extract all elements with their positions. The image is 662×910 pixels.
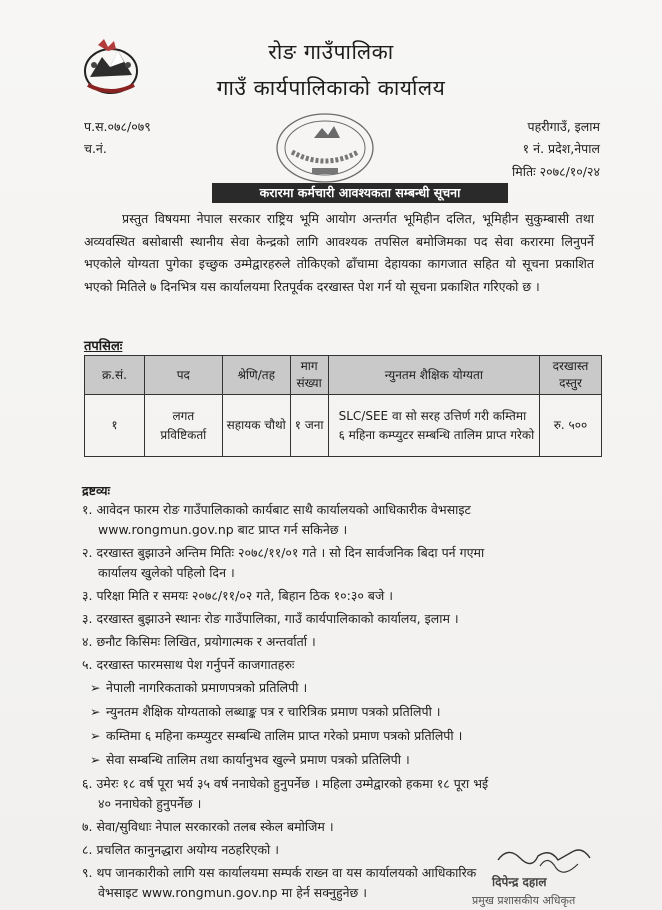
signature-name: दिपेन्द्र दहाल [492,875,547,889]
list-item [82,500,602,540]
note-2: २. दरखास्त बुझाउने अन्तिम मितिः २०७८/११/०१ गते । सो दिन सार्वजनिक बिदा पर्न गएमा [82,545,485,560]
table-header-row [85,356,602,395]
list-item [82,543,602,583]
list-item [82,774,602,814]
notice-date: मितिः २०७८/१०/२४ [512,164,600,179]
arrow-bullet-icon: ➢ [90,752,101,767]
office-subtitle: गाउँ कार्यपालिकाको कार्यालय [216,76,446,100]
cell-post: लगत प्रविष्टिकर्ता [144,395,222,457]
cell-fee: रु. ५०० [540,395,602,457]
arrow-bullet-icon: ➢ [90,704,101,719]
list-item [82,750,602,770]
office-seal-stamp [270,108,380,188]
list-item [82,702,602,722]
handwritten-signature [468,842,608,908]
document-item: न्युनतम शैक्षिक योग्यताको लब्धाङ्क पत्र र चारित्रिक प्रमाण पत्रको प्रतिलिपी । [106,704,441,719]
notes-heading: द्रष्टव्यः [82,483,110,498]
list-item [82,678,602,698]
arrow-bullet-icon: ➢ [90,680,101,695]
note-age-cont: ४० ननाघेको हुनुपर्नेछ । [98,796,202,811]
note-eligibility: ८. प्रचलित कानुनद्धारा अयोग्य नठहरिएको । [82,842,279,857]
dispatch-number: च.नं. [84,141,107,156]
col-header-sn: क्र.सं. [85,356,145,395]
col-header-level: श्रेणि/तह [222,356,290,395]
cell-demand: १ जना [290,395,328,457]
col-header-fee: दरखास्त दस्तुर [540,356,602,395]
note-age: ६. उमेरः १८ वर्ष पूरा भर्य ३५ वर्ष ननाघेको हुनुपर्नेछ । महिला उम्मेद्वारको हकमा १८ पूरा भई [82,776,489,791]
cell-level: सहायक चौथो [222,395,290,457]
table-row [85,395,602,457]
note-5: ४. छनौट किसिमः लिखित, प्रयोगात्मक र अन्तर्वार्ता । [82,634,316,649]
note-contact: ९. थप जानकारीको लागि यस कार्यालयमा सम्पर्क राख्न वा यस कार्यालयको आधिकारिक [82,865,477,880]
note-1-link: www.rongmun.gov.np बाट प्राप्त गर्न सकिनेछ । [98,522,348,537]
note-4: ३. दरखास्त बुझाउने स्थानः रोङ गाउँपालिका, गाउँ कार्यपालिकाको कार्यालय, इलाम । [82,611,459,626]
office-name: रोङ गाउँपालिका [268,40,394,64]
office-province: १ नं. प्रदेश,नेपाल [522,141,600,156]
tapsil-label: तपसिलः [84,339,123,354]
notice-title: करारमा कर्मचारी आवश्यकता सम्बन्धी सूचना [212,183,508,203]
document-item: सेवा सम्बन्धि तालिम तथा कार्यानुभव खुल्ने प्रमाण पत्रको प्रतिलिपी । [106,752,410,767]
cell-qualification: SLC/SEE वा सो सरह उत्तिर्ण गरी कम्तिमा ६ महिना कम्प्युटर सम्बन्धि तालिम प्राप्त गरेको [328,395,539,457]
col-header-post: पद [144,356,222,395]
arrow-bullet-icon: ➢ [90,728,101,743]
note-contact-cont: वेभसाइट www.rongmun.gov.np मा हेर्न सक्नुहुनेछ । [98,885,368,900]
note-1: १. आवेदन फारम रोङ गाउँपालिकाको कार्यबाट साथै कार्यालयको आधिकारीक वेभसाइट [82,502,471,517]
vacancy-table [84,355,602,457]
list-item [82,726,602,746]
document-item: कम्तिमा ६ महिना कम्प्युटर सम्बन्धि तालिम प्राप्त गरेको प्रमाण पत्रको प्रतिलिपी । [106,728,463,743]
reference-number: प.स.०७८/०७९ [84,119,151,134]
note-6: ५. दरखास्त फारमसाथ पेश गर्नुपर्ने काजगातहरुः [82,657,295,672]
note-salary: ७. सेवा/सुविधाः नेपाल सरकारको तलब स्केल बमोजिम । [82,819,334,834]
note-3: ३. परिक्षा मिति र समयः २०७८/११/०२ गते, बिहान ठिक १०:३० बजे । [82,588,393,603]
note-2-cont: कार्यालय खुलेको पहिलो दिन । [98,565,235,580]
office-location: पहरीगाउँ, इलाम [527,119,600,134]
document-item: नेपाली नागरिकताको प्रमाणपत्रको प्रतिलिपी । [106,680,308,695]
col-header-demand: माग संख्या [290,356,328,395]
cell-sn: १ [85,395,145,457]
signature-title: प्रमुख प्रशासकीय अधिकृत [472,894,576,907]
notice-body: प्रस्तुत विषयमा नेपाल सरकार राष्ट्रिय भूमि आयोग अन्तर्गत भूमिहीन दलित, भूमिहीन सुकुम्बासी तथा अव्यवस्थित बसोबासी स्थानीय सेवा केन्द्रको लागि आवश्यक तपसिल बमोजिमका पद सेवा करारमा लिनुपर्ने भएकोले योग्यता पुगेका इच्छुक उम्मेद्वारहरुले तोकिएको ढाँचामा देहायका कागजात सहित यो सूचना प्रकाशित भएको मितिले ७ दिनभित्र यस कार्यालयमा रितपूर्वक दरखास्त पेश गर्न यो सूचना प्रकाशित गरिएको छ । [84,211,594,294]
col-header-qualification: न्युनतम शैक्षिक योग्यता [328,356,539,395]
